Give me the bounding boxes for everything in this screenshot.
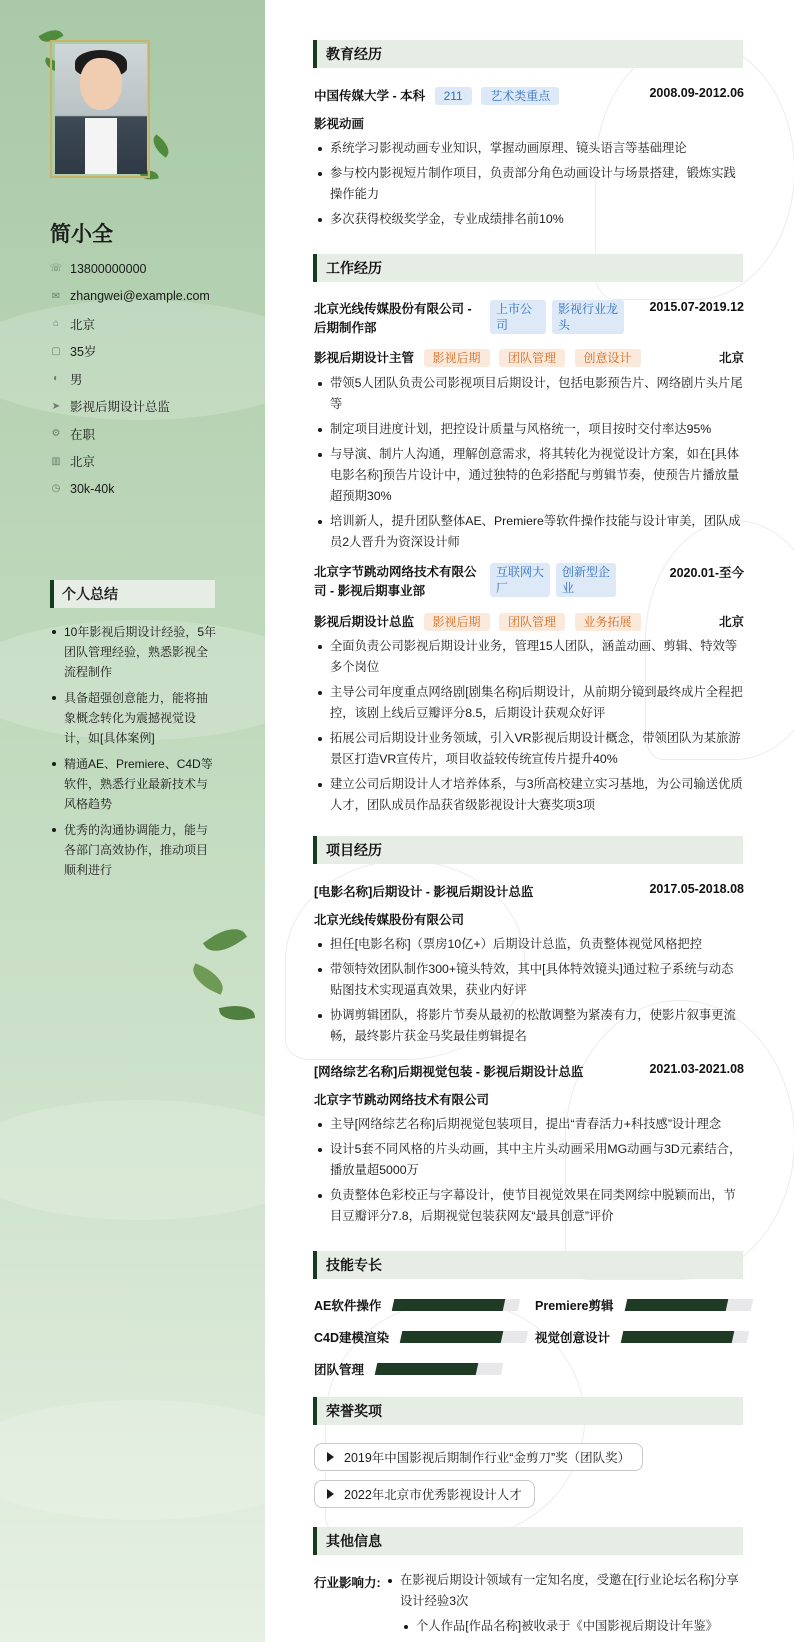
section-title-other: 其他信息: [313, 1527, 743, 1555]
tag: 艺术类重点: [481, 87, 559, 105]
info-status: ⚙ 在职: [51, 427, 96, 442]
list-item: 与导演、制片人沟通，理解创意需求，将其转化为视觉设计方案，如在[具体电影名称]预告片设计中，通过独特的色彩搭配与剪辑节奏，使预告片播放量超预期30%: [314, 444, 744, 507]
age-icon: ▢: [51, 345, 61, 357]
skill-bar: [392, 1299, 521, 1311]
avatar: [40, 20, 180, 190]
job-list: [314, 373, 744, 557]
job-list: [314, 636, 744, 820]
play-icon: [327, 1489, 334, 1499]
sidebar: [0, 0, 265, 1642]
tag: 影视行业龙头: [552, 300, 624, 334]
skill-bar-fill: [392, 1299, 505, 1311]
list-item: 拓展公司后期设计业务领域，引入VR影视后期设计概念，带领团队为某旅游景区打造VR宣传片，项目收益较传统宣传片提升40%: [314, 728, 744, 770]
job-position-row: [314, 612, 744, 631]
skill-row: [535, 1328, 748, 1346]
project-name: [网络综艺名称]后期视觉包装 - 影视后期设计总监: [314, 1065, 584, 1079]
skill-row: [314, 1328, 527, 1346]
major: 影视动画: [314, 117, 365, 131]
list-item: 设计5套不同风格的片头动画，其中主片头动画采用MG动画与3D元素结合，播放量超5000万: [314, 1139, 744, 1181]
job-header: [314, 300, 744, 338]
list-item: 主导[网络综艺名称]后期视觉包装项目，提出“青春活力+科技感”设计理念: [314, 1114, 744, 1135]
project-list: [314, 934, 744, 1051]
info-phone: ☏ 13800000000: [49, 261, 147, 276]
date: 2017.05-2018.08: [649, 882, 744, 896]
skill-bar-fill: [621, 1331, 734, 1343]
list-item: 担任[电影名称]（票房10亿+）后期设计总监，负责整体视觉风格把控: [314, 934, 744, 955]
date: 2015.07-2019.12: [649, 300, 744, 314]
main-content: [265, 0, 794, 1642]
project-name: [电影名称]后期设计 - 影视后期设计总监: [314, 885, 534, 899]
gender-icon: ◐: [52, 373, 60, 385]
city: 北京: [718, 615, 744, 629]
position: 影视后期设计主管: [314, 351, 415, 365]
skill-name: Premiere剪辑: [535, 1299, 614, 1313]
skill-name: 视觉创意设计: [535, 1331, 611, 1345]
summary-title: 个人总结: [50, 580, 215, 608]
skill-tag: 影视后期: [424, 349, 490, 367]
skill-tag: 团队管理: [499, 349, 565, 367]
other-list: [384, 1570, 744, 1641]
info-job: ➤ 影视后期设计总监: [51, 400, 171, 415]
skill-bar: [400, 1331, 529, 1343]
home-icon: ⌂: [52, 318, 60, 330]
education-header: [314, 86, 744, 105]
section-title-skills: 技能专长: [313, 1251, 743, 1279]
info-email: ✉ zhangwei@example.com: [51, 289, 210, 304]
list-item: 10年影视后期设计经验，5年团队管理经验，熟悉影视全流程制作: [50, 622, 218, 682]
list-item: 主导公司年度重点网络剧[剧集名称]后期设计，从前期分镜到最终成片全程把控，该剧上线后豆瓣评分8.5，后期设计获观众好评: [314, 682, 744, 724]
list-item: 系统学习影视动画专业知识，掌握动画原理、镜头语言等基础理论: [314, 138, 744, 159]
skill-bar-fill: [375, 1363, 478, 1375]
date: 2021.03-2021.08: [649, 1062, 744, 1076]
skill-bar-fill: [624, 1299, 727, 1311]
skill-tag: 团队管理: [499, 613, 565, 631]
candidate-name: 简小全: [50, 223, 113, 246]
award-item: 2022年北京市优秀影视设计人才: [314, 1480, 535, 1508]
skill-name: 团队管理: [314, 1363, 365, 1377]
skill-tag: 业务拓展: [575, 613, 641, 631]
skill-bar: [375, 1363, 504, 1375]
skill-bar: [624, 1299, 753, 1311]
skill-row: [314, 1296, 519, 1314]
play-icon: [327, 1452, 334, 1462]
list-item: 制定项目进度计划，把控设计质量与风格统一，项目按时交付率达95%: [314, 419, 744, 440]
tag: 211: [435, 87, 472, 105]
profile-photo: [55, 44, 147, 174]
list-item: 多次获得校级奖学金，专业成绩排名前10%: [314, 209, 744, 230]
list-item: 个人作品[作品名称]被收录于《中国影视后期设计年鉴》: [400, 1616, 744, 1637]
education-list: [314, 138, 744, 234]
list-item: 全面负责公司影视后期设计业务，管理15人团队，涵盖动画、剪辑、特效等多个岗位: [314, 636, 744, 678]
list-item: 在影视后期设计领域有一定知名度，受邀在[行业论坛名称]分享设计经验3次: [384, 1570, 744, 1612]
summary-list: [50, 622, 218, 886]
section-title-work: 工作经历: [313, 254, 743, 282]
project-header: [314, 882, 744, 900]
job-header: [314, 563, 744, 601]
section-title-education: 教育经历: [313, 40, 743, 68]
tag: 互联网大厂: [490, 563, 550, 597]
info-gender: ◐ 男: [50, 365, 250, 393]
salary-icon: ◷: [51, 483, 61, 495]
date: 2008.09-2012.06: [649, 86, 744, 100]
info-salary: ◷ 30k-40k: [51, 481, 115, 496]
skill-tag: 影视后期: [424, 613, 490, 631]
project-list: [314, 1114, 744, 1231]
list-item: 优秀的沟通协调能力，能与各部门高效协作，推动项目顺利进行: [50, 820, 218, 880]
list-item: 负责整体色彩校正与字幕设计，使节目视觉效果在同类网综中脱颖而出，节目豆瓣评分7.8，后期视觉包装获网友“最具创意”评价: [314, 1185, 744, 1227]
status-icon: ⚙: [51, 428, 61, 440]
skill-bar: [621, 1331, 750, 1343]
tag: 创新型企业: [556, 563, 616, 597]
info-age: ▢ 35岁: [51, 345, 97, 360]
email-icon: ✉: [51, 290, 61, 302]
phone-icon: ☏: [49, 263, 63, 275]
project-company: 北京光线传媒股份有限公司: [314, 913, 465, 927]
list-item: 具备超强创意能力，能将抽象概念转化为震撼视觉设计，如[具体案例]: [50, 688, 218, 748]
list-item: 带领5人团队负责公司影视项目后期设计，包括电影预告片、网络剧片头片尾等: [314, 373, 744, 415]
job-position-row: [314, 348, 744, 367]
list-item: 协调剪辑团队，将影片节奏从最初的松散调整为紧凑有力，使影片叙事更流畅，最终影片获金马奖最佳剪辑提名: [314, 1005, 744, 1047]
list-item: 带领特效团队制作300+镜头特效，其中[具体特效镜头]通过粒子系统与动态贴图技术实现逼真效果，获业内好评: [314, 959, 744, 1001]
section-title-awards: 荣誉奖项: [313, 1397, 743, 1425]
skill-bar-fill: [400, 1331, 503, 1343]
skill-tag: 创意设计: [575, 349, 641, 367]
info-home: ⌂ 北京: [50, 310, 250, 338]
skill-row: [535, 1296, 752, 1314]
skill-name: C4D建模渲染: [314, 1331, 390, 1345]
list-item: 参与校内影视短片制作项目，负责部分角色动画设计与场景搭建，锻炼实践操作能力: [314, 163, 744, 205]
city-icon: ▥: [51, 455, 61, 467]
section-title-projects: 项目经历: [313, 836, 743, 864]
company-name: 北京光线传媒股份有限公司 - 后期制作部: [314, 302, 472, 335]
skill-name: AE软件操作: [314, 1299, 382, 1313]
contact-info: [50, 255, 250, 503]
project-company: 北京字节跳动网络技术有限公司: [314, 1093, 490, 1107]
list-item: 建立公司后期设计人才培养体系，与3所高校建立实习基地，为公司输送优质人才，团队成员作品获省级影视设计大赛奖项3项: [314, 774, 744, 816]
skill-row: [314, 1360, 502, 1378]
company-name: 北京字节跳动网络技术有限公司 - 影视后期事业部: [314, 565, 477, 598]
other-label: 行业影响力:: [314, 1576, 381, 1590]
school-name: 中国传媒大学 - 本科: [314, 89, 426, 103]
award-item: 2019年中国影视后期制作行业“金剪刀”奖（团队奖）: [314, 1443, 643, 1471]
info-city: ▥ 北京: [51, 455, 96, 470]
list-item: 培训新人，提升团队整体AE、Premiere等软件操作技能与设计审美，团队成员2人晋升为资深设计师: [314, 511, 744, 553]
date: 2020.01-至今: [669, 566, 744, 580]
job-icon: ➤: [51, 400, 61, 412]
tag: 上市公司: [490, 300, 546, 334]
list-item: 精通AE、Premiere、C4D等软件，熟悉行业最新技术与风格趋势: [50, 754, 218, 814]
project-header: [314, 1062, 744, 1080]
position: 影视后期设计总监: [314, 615, 415, 629]
city: 北京: [718, 351, 744, 365]
